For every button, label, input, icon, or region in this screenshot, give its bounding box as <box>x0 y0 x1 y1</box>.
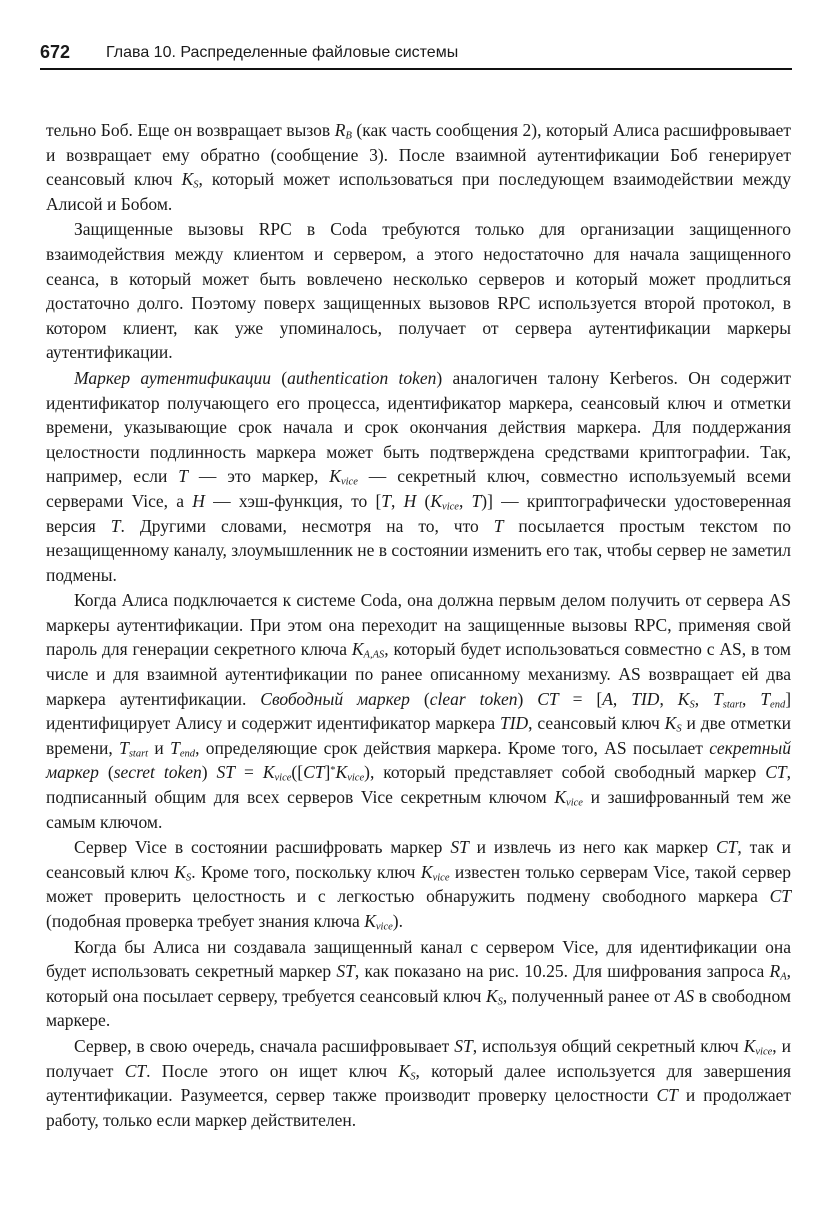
chapter-title: Глава 10. Распределенные файловые системы <box>106 44 459 61</box>
paragraph-2: Защищенные вызовы RPC в Coda требуются только для организации защищенного взаимодействия между клиентом и сервером, а этого недостаточно для начала защищенного сеанса, в который может быть вовлечено несколько серверов и который может продлиться достаточно долго. Поэтому поверх защищенных вызовов RPC используется второй протокол, в котором клиент, как уже упоминалось, получает от сервера аутентификации маркеры аутентификации. <box>46 219 791 363</box>
paragraph-6: Когда бы Алиса ни создавала защищенный канал с сервером Vice, для идентификации она будет использовать секретный маркер ST, как показано на рис. 10.25. Для шифрования запроса $R_A$, который она посылает серверу, требуется сеансовый ключ $K_S$, полученный ранее от AS в свободном маркере. <box>46 936 792 1031</box>
paragraph-5: Сервер Vice в состоянии расшифровать маркер ST и извлечь из него как маркер CT, так и сеансовый ключ $K_S$. Кроме того, поскольку ключ $K_{vice}$ известен только серверам Vice, такой сервер может проверить целостность и с легкостью обнаружить подмену свободного маркера CT (подобная проверка требует знания ключа $K_{vice}$). <box>46 837 791 933</box>
paragraph-1: тельно Боб. Еще он возвращает вызов $R_B$ (как часть сообщения 2), который Алиса расшифровывает и возвращает ему обратно (сообщение 3). После взаимной аутентификации Боб генерирует сеансовый ключ $K_S$, который может использоваться при последующем взаимодействии между Алисой и Бобом. <box>46 120 791 214</box>
paragraph-4: Когда Алиса подключается к системе Coda, она должна первым делом получить от сервера AS маркеры аутентификации. При этом она переходит на защищенные вызовы RPC, применяя свой пароль для генерации секретного ключа $K_{A,AS}$, который будет использоваться совместно с AS, в том числе и для взаимной аутентификации по ранее описанному механизму. AS возвращает ей два маркера аутентификации. Свободный маркер (clear token) CT = [A, TID, $K_S$, $T_{start}$, $T_{end}$] идентифицирует Алису и содержит идентификатор маркера TID, сеансовый ключ $K_S$ и две отметки времени, $T_{start}$ и $T_{end}$, определяющие срок действия маркера. Кроме того, AS посылает секретный маркер (secret token) ST = $K_{vice}([CT]^*K_{vice})$, который представляет собой свободный маркер CT, подписанный общим для всех серверов Vice секретным ключом $K_{vice}$ и зашифрованный тем же самым ключом. <box>46 590 792 832</box>
body-text <box>46 118 791 1132</box>
running-header <box>40 42 792 70</box>
paragraph-3: Маркер аутентификации (authentication token) аналогичен талону Kerberos. Он содержит идентификатор получающего его процесса, идентификатор маркера, сеансовый ключ и отметки времени, указывающие срок начала и срок окончания действия маркера. Для поддержания целостности подлинность маркера может быть подтверждена средствами криптографии. Так, например, если T — это маркер, $K_{vice}$ — секретный ключ, совместно используемый всеми серверами Vice, а H — хэш-функция, то [T, H ($K_{vice}$, T)] — криптографически удостоверенная версия T. Другими словами, несмотря на то, что T посылается простым текстом по незащищенному каналу, злоумышленник не в состоянии изменить его так, чтобы сервер не заметил подмены. <box>46 367 792 585</box>
page-number: 672 <box>40 42 71 62</box>
paragraph-7: Сервер, в свою очередь, сначала расшифровывает ST, используя общий секретный ключ $K_{vice}$, и получает CT. После этого он ищет ключ $K_S$, который далее используется для завершения аутентификации. Разумеется, сервер также производит проверку целостности CT и продолжает работу, только если маркер действителен. <box>46 1035 792 1130</box>
